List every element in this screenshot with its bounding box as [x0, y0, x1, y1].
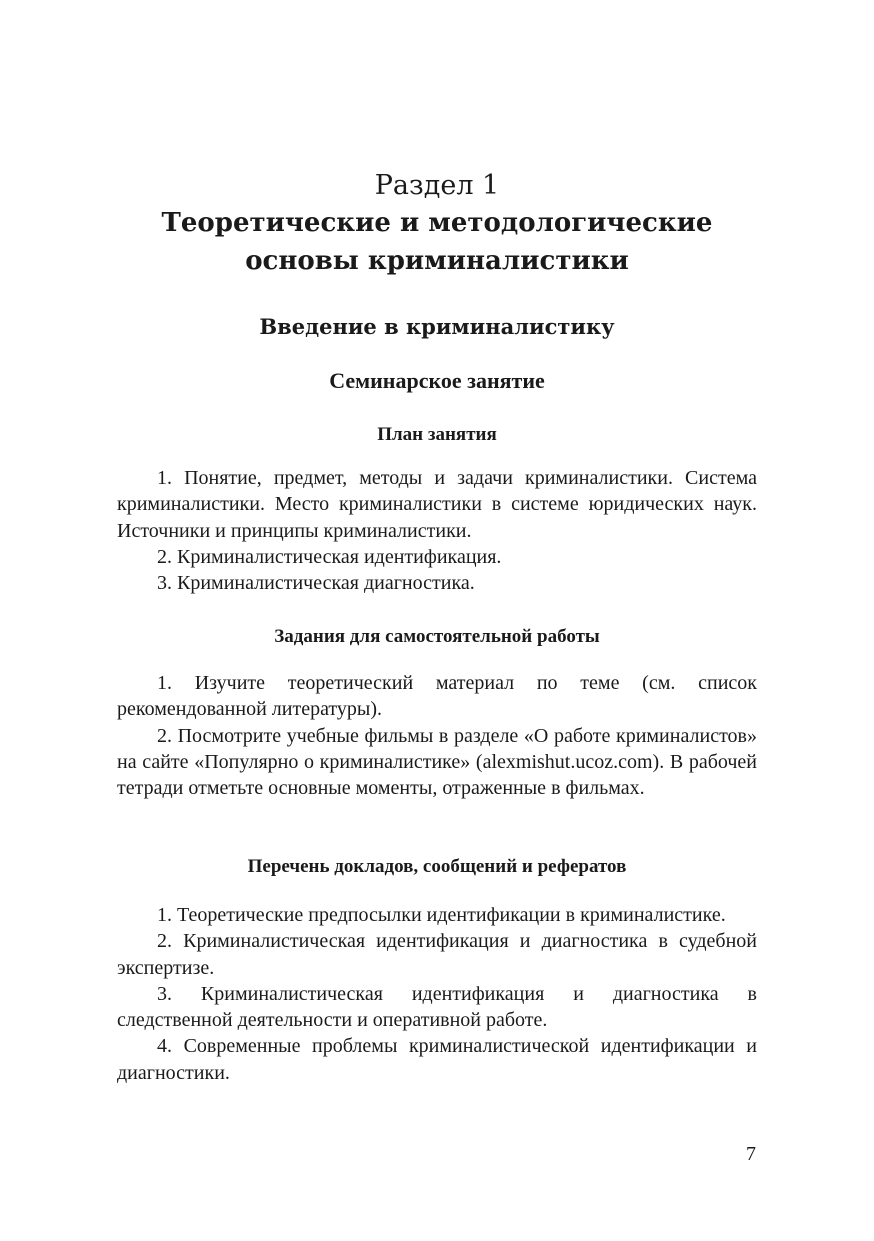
report-item: 1. Теоретические предпосылки идентификации в криминалистике. [157, 904, 726, 926]
plan-list [117, 465, 757, 596]
task-item: 1. Изучите теоретический материал по теме (см. список рекомендованной литературы). [117, 672, 757, 721]
tasks-list [117, 670, 757, 801]
report-item: 3. Криминалистическая идентификация и диагностика в следственной деятельности и оперативной работе. [117, 982, 757, 1032]
seminar-heading: Семинарское занятие [329, 368, 545, 393]
section-title [0, 204, 874, 280]
page-number: 7 [746, 1143, 756, 1165]
plan-heading: План занятия [377, 424, 497, 445]
task-item: 2. Посмотрите учебные фильмы в разделе «О работе криминалистов» на сайте «Популярно о криминалистике» (alexmishut.ucoz.com). В рабочей тетради отметьте основные моменты, отраженные в фильмах. [117, 724, 757, 800]
plan-item: 2. Криминалистическая идентификация. [157, 545, 502, 568]
section-title-line: Теоретические и методологические [161, 208, 713, 238]
tasks-heading: Задания для самостоятельной работы [274, 626, 600, 647]
reports-list [117, 902, 757, 1086]
reports-heading: Перечень докладов, сообщений и рефератов [247, 856, 627, 877]
plan-item: 3. Криминалистическая диагностика. [157, 572, 475, 595]
plan-item: 1. Понятие, предмет, методы и задачи криминалистики. Система криминалистики. Место криминалистики в системе юридических наук. Источники и принципы криминалистики. [117, 467, 757, 542]
section-title-line: основы криминалистики [245, 246, 629, 276]
topic-title: Введение в криминалистику [259, 314, 615, 339]
report-item: 4. Современные проблемы криминалистической идентификации и диагностики. [117, 1035, 757, 1084]
report-item: 2. Криминалистическая идентификация и диагностика в судебной экспертизе. [117, 930, 757, 979]
section-label: Раздел 1 [374, 170, 500, 201]
